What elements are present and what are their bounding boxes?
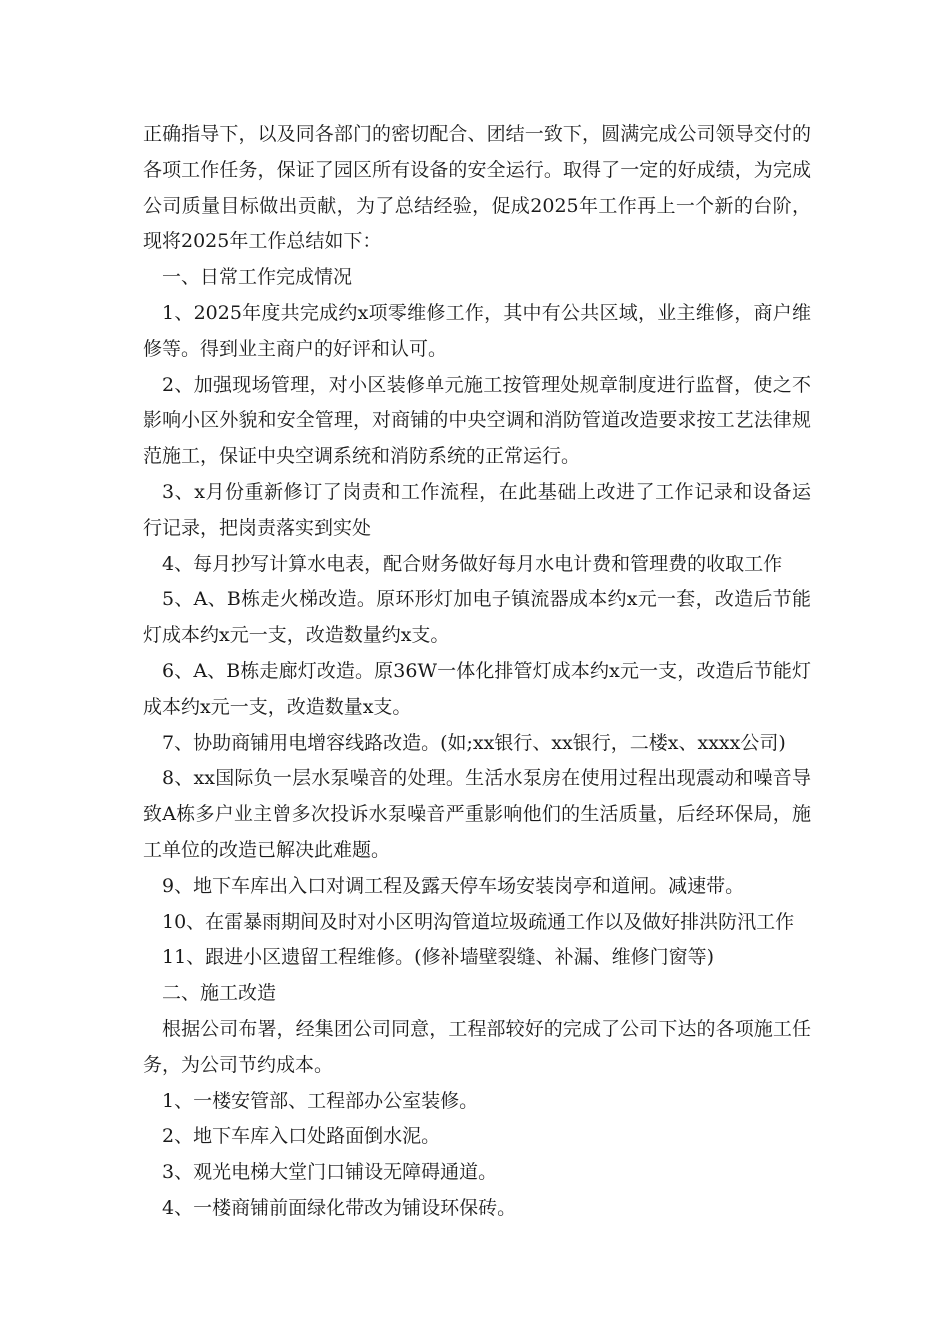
list-item: 9、地下车库出入口对调工程及露天停车场安装岗亭和道闸。减速带。 <box>162 874 745 897</box>
list-item: 5、A、B栋走火梯改造。原环形灯加电子镇流器成本约x元一套，改造后节能灯成本约x元一支，改造数量约x支。 <box>143 588 811 647</box>
section-heading-construction: 二、施工改造 <box>162 982 277 1005</box>
list-item: 3、x月份重新修订了岗责和工作流程，在此基础上改进了工作记录和设备运行记录，把岗责落实到实处 <box>143 480 811 539</box>
list-item: 1、一楼安管部、工程部办公室装修。 <box>162 1089 479 1112</box>
list-item: 10、在雷暴雨期间及时对小区明沟管道垃圾疏通工作以及做好排洪防汛工作 <box>162 910 795 933</box>
list-item: 7、协助商铺用电增容线路改造。(如;xx银行、xx银行，二楼x、xxxx公司) <box>162 731 786 754</box>
list-item: 4、一楼商铺前面绿化带改为铺设环保砖。 <box>162 1196 517 1219</box>
list-item: 4、每月抄写计算水电表，配合财务做好每月水电计费和管理费的收取工作 <box>162 552 783 575</box>
list-item: 8、xx国际负一层水泵噪音的处理。生活水泵房在使用过程出现震动和噪音导致A栋多户业主曾多次投诉水泵噪音严重影响他们的生活质量，后经环保局，施工单位的改造已解决此难题。 <box>143 767 811 861</box>
paragraph-intro: 正确指导下，以及同各部门的密切配合、团结一致下，圆满完成公司领导交付的各项工作任务，保证了园区所有设备的安全运行。取得了一定的好成绩，为完成公司质量目标做出贡献，为了总结经验，促成2025年工作再上一个新的台阶，现将2025年工作总结如下： <box>143 123 811 253</box>
list-item: 1、2025年度共完成约x项零维修工作，其中有公共区域，业主维修，商户维修等。得到业主商户的好评和认可。 <box>143 301 811 360</box>
list-item: 11、跟进小区遗留工程维修。(修补墙壁裂缝、补漏、维修门窗等) <box>162 946 715 969</box>
list-item: 3、观光电梯大堂门口铺设无障碍通道。 <box>162 1161 498 1184</box>
paragraph-construction-intro: 根据公司布署，经集团公司同意，工程部较好的完成了公司下达的各项施工任务，为公司节约成本。 <box>143 1017 811 1076</box>
list-item: 6、A、B栋走廊灯改造。原36W一体化排管灯成本约x元一支，改造后节能灯成本约x元一支，改造数量x支。 <box>143 659 811 718</box>
list-item: 2、地下车库入口处路面倒水泥。 <box>162 1125 441 1148</box>
section-heading-daily-work: 一、日常工作完成情况 <box>162 266 353 289</box>
document-body <box>143 117 811 1227</box>
list-item: 2、加强现场管理，对小区装修单元施工按管理处规章制度进行监督，使之不影响小区外貌和安全管理，对商铺的中央空调和消防管道改造要求按工艺法律规范施工，保证中央空调系统和消防系统的正常运行。 <box>143 373 811 468</box>
